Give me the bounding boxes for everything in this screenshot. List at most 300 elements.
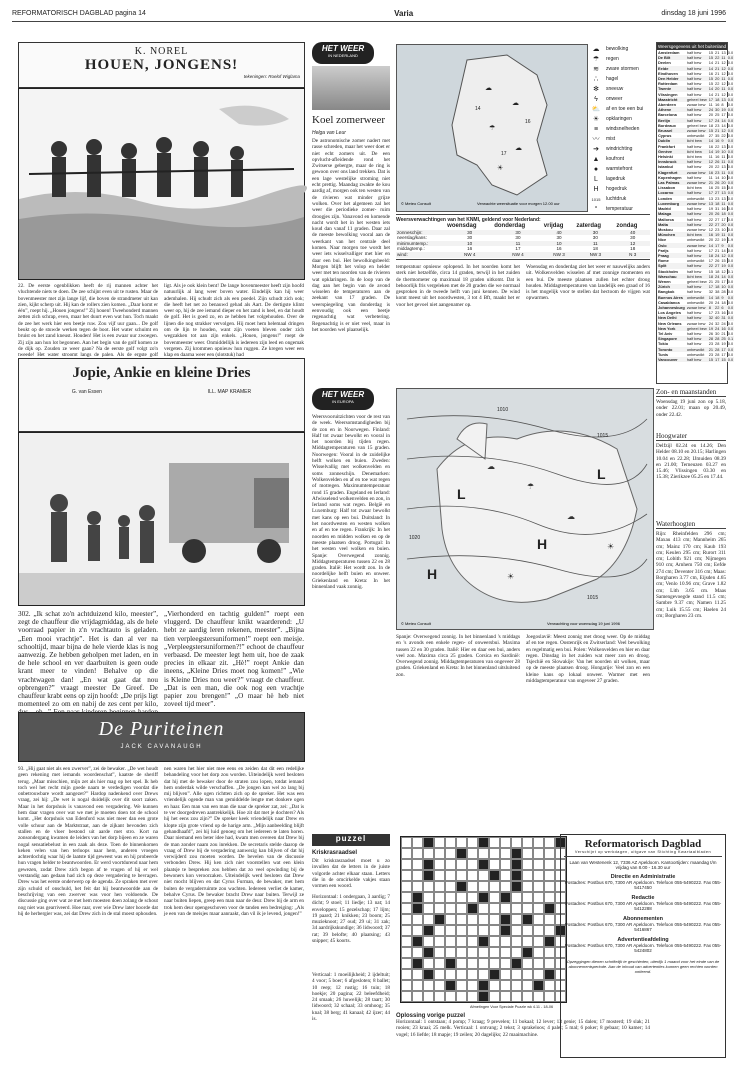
crossword-cell bbox=[456, 881, 467, 892]
header-rule bbox=[12, 21, 726, 22]
crossword-cell[interactable] bbox=[456, 980, 467, 991]
crossword-cell[interactable] bbox=[445, 903, 456, 914]
legend-label: koufront bbox=[606, 156, 625, 162]
crossword-cell bbox=[478, 936, 489, 947]
clear-icon: ☀ bbox=[592, 116, 600, 123]
crossword-cell[interactable] bbox=[401, 925, 412, 936]
legend-item bbox=[590, 94, 650, 104]
crossword-cell[interactable] bbox=[401, 859, 412, 870]
crossword-cell[interactable] bbox=[511, 969, 522, 980]
city-cell: zwaar bew bbox=[686, 102, 706, 108]
crossword-cell[interactable] bbox=[500, 903, 511, 914]
city-cell: 0.0 bbox=[727, 102, 734, 108]
crossword-cell[interactable] bbox=[511, 947, 522, 958]
city-cell: 23 bbox=[715, 169, 720, 175]
crossword-cell[interactable] bbox=[456, 859, 467, 870]
europe-map-art bbox=[397, 389, 653, 629]
crossword-cell[interactable] bbox=[500, 881, 511, 892]
city-cell: 27 bbox=[715, 221, 720, 227]
crossword-cell[interactable] bbox=[544, 837, 555, 848]
forecast-cell: 11 bbox=[493, 241, 543, 247]
city-cell: Cyprus bbox=[658, 133, 672, 139]
crossword-cell[interactable] bbox=[544, 848, 555, 859]
city-cell: 31 bbox=[715, 206, 720, 212]
crossword-cell[interactable] bbox=[533, 914, 544, 925]
crossword-cell[interactable] bbox=[445, 837, 456, 848]
city-cell: Wenen bbox=[658, 278, 671, 284]
city-cell: 12 bbox=[721, 60, 726, 66]
crossword-cell[interactable] bbox=[445, 936, 456, 947]
crossword-cell[interactable] bbox=[434, 881, 445, 892]
city-cell: New Orleans bbox=[658, 320, 682, 326]
crossword-cell[interactable] bbox=[500, 848, 511, 859]
crossword-cell[interactable] bbox=[500, 870, 511, 881]
crossword-cell[interactable] bbox=[401, 947, 412, 958]
crossword-cell[interactable] bbox=[467, 870, 478, 881]
crossword-cell[interactable] bbox=[533, 925, 544, 936]
city-cell: Twente bbox=[657, 86, 686, 91]
crossword-cell[interactable] bbox=[467, 925, 478, 936]
city-cell: 18 bbox=[708, 273, 714, 279]
city-cell: 14 bbox=[721, 117, 726, 123]
crossword-cell[interactable] bbox=[533, 991, 544, 1002]
city-cell: 17 bbox=[721, 216, 726, 222]
city-cell: half bew bbox=[686, 70, 702, 76]
legend-label: zware stormen bbox=[606, 66, 639, 72]
crossword-cell[interactable] bbox=[511, 991, 522, 1002]
crossword-cell[interactable] bbox=[467, 848, 478, 859]
city-cell: 20 bbox=[708, 299, 714, 305]
legend-item bbox=[590, 144, 650, 154]
svg-text:H: H bbox=[427, 566, 438, 582]
crossword-cell[interactable] bbox=[533, 947, 544, 958]
city-cell: Mallorca bbox=[658, 216, 674, 222]
sun-moon-text: Woensdag 19 juni zon op 5.18, onder 22.01; maan op 20.49, onder 22.42. bbox=[656, 399, 726, 418]
crossword-cell[interactable] bbox=[489, 903, 500, 914]
city-cell: half bew bbox=[686, 341, 702, 347]
crossword-cell bbox=[478, 980, 489, 991]
city-cell: 11 bbox=[708, 174, 713, 180]
city-cell: onbewolkt bbox=[686, 258, 705, 264]
crossword-cell[interactable] bbox=[478, 870, 489, 881]
crossword-cell[interactable] bbox=[533, 903, 544, 914]
legend-label: opklaringen bbox=[606, 116, 632, 122]
L-icon: L bbox=[594, 175, 598, 183]
crossword-cell[interactable] bbox=[467, 958, 478, 969]
crossword-cell[interactable] bbox=[478, 969, 489, 980]
forecast-day: woensdag bbox=[447, 223, 477, 229]
crossword-cell[interactable] bbox=[445, 947, 456, 958]
crossword-cell[interactable] bbox=[434, 947, 445, 958]
crossword-cell[interactable] bbox=[533, 870, 544, 881]
crossword-cell[interactable] bbox=[423, 848, 434, 859]
city-row bbox=[657, 138, 734, 143]
city-cell: 19 bbox=[721, 237, 726, 243]
city-cell: Singapore bbox=[657, 336, 686, 341]
city-cell: half bew bbox=[686, 211, 708, 216]
city-cell: Bordeaux bbox=[658, 122, 676, 128]
city-cell: Luxemburg bbox=[657, 201, 686, 206]
city-cell: onbewolkt bbox=[686, 299, 705, 305]
crossword-cell[interactable] bbox=[412, 881, 423, 892]
crossword-cell[interactable] bbox=[456, 969, 467, 980]
city-row bbox=[657, 86, 734, 91]
city-cell: 0.0 bbox=[727, 70, 734, 76]
tide-block bbox=[656, 432, 726, 516]
crossword-cell[interactable] bbox=[412, 870, 423, 881]
crossword-cell[interactable] bbox=[467, 914, 478, 925]
crossword-cell[interactable] bbox=[522, 892, 533, 903]
crossword-cell bbox=[478, 991, 489, 1002]
city-cell: 20 bbox=[708, 164, 714, 170]
crossword-cell[interactable] bbox=[500, 859, 511, 870]
crossword-cell[interactable] bbox=[489, 837, 500, 848]
crossword-cell[interactable] bbox=[522, 881, 533, 892]
crossword-cell[interactable] bbox=[467, 991, 478, 1002]
crossword-cell[interactable] bbox=[467, 859, 478, 870]
city-cell: 12 bbox=[708, 159, 714, 165]
crossword-cell[interactable] bbox=[401, 958, 412, 969]
crossword-cell[interactable] bbox=[500, 991, 511, 1002]
crossword-cell[interactable] bbox=[489, 914, 500, 925]
H-icon: H bbox=[593, 185, 599, 193]
svg-text:H: H bbox=[537, 536, 548, 552]
city-cell: Brussel bbox=[657, 128, 686, 133]
weather-text-col2: temperatuur opnieuw oplopend. In het noorden komt het sterk niet hetzelfde, circa 14 graden, terwijl in het zuiden de thermometer op maximaal 18 graden uitkomt. Dat is behoorlijk fris vergeleken met de 20 graden die we normaal gesproken in de tweede helft van juni kennen. De wind komt meest uit het noordwesten, 3 tot 4 Bft, maakt het er voor het gevoel niet aangenamer op. bbox=[396, 264, 520, 308]
crossword-cell[interactable] bbox=[434, 903, 445, 914]
crossword-cell[interactable] bbox=[423, 958, 434, 969]
crossword-cell[interactable] bbox=[456, 870, 467, 881]
crossword-cell[interactable] bbox=[456, 925, 467, 936]
crossword-cell[interactable] bbox=[401, 991, 412, 1002]
crossword-cell[interactable] bbox=[456, 958, 467, 969]
city-cell: 21 bbox=[715, 247, 720, 253]
crossword-cell[interactable] bbox=[401, 837, 412, 848]
city-cell: 0.0 bbox=[727, 221, 734, 227]
crossword-cell[interactable] bbox=[511, 837, 522, 848]
crossword-cell[interactable] bbox=[500, 837, 511, 848]
crossword-cell[interactable] bbox=[456, 936, 467, 947]
crossword-cell[interactable] bbox=[401, 881, 412, 892]
crossword-cell[interactable] bbox=[533, 969, 544, 980]
crossword-cell[interactable] bbox=[489, 848, 500, 859]
crossword-cell[interactable] bbox=[478, 914, 489, 925]
city-cell: zwaar bew bbox=[686, 170, 708, 175]
comic2-text-col1: 302. „Ik schat zo'n achtduizend kilo, meester”, zegt de chauffeur die vrijdagmiddag, als de hele voorraad papier in z'n vrachtauto is geladen. „Een mooi vrachtje”. Het is dan al ver na schooltijd, maar bijna de hele vierde klas is nog aanwezig. Ze hebben geholpen met laden, en in de hele school en ver daarbuiten is geen oude krant meer te vinden! Behalve op die vrachtwagen dan! „En wat gaat dat nou opbrengen?” vraagt meester De Greef. De chauffeur krabt eens op zijn hoofd: „De prijs ligt momenteel zo om en nabij de zes cent per kilo, bbox=[18, 610, 158, 709]
crossword-cell[interactable] bbox=[533, 881, 544, 892]
crossword-cell[interactable] bbox=[456, 837, 467, 848]
crossword-cell[interactable] bbox=[434, 958, 445, 969]
crossword-cell[interactable] bbox=[401, 936, 412, 947]
crossword-cell[interactable] bbox=[423, 936, 434, 947]
crossword-cell[interactable] bbox=[401, 848, 412, 859]
crossword-cell[interactable] bbox=[500, 969, 511, 980]
crossword-cell[interactable] bbox=[434, 837, 445, 848]
crossword-cell[interactable] bbox=[522, 991, 533, 1002]
crossword-cell[interactable] bbox=[434, 859, 445, 870]
crossword-cell[interactable] bbox=[544, 925, 555, 936]
crossword-cell[interactable] bbox=[412, 837, 423, 848]
city-cell: 9 bbox=[720, 243, 726, 248]
crossword-cell[interactable] bbox=[500, 980, 511, 991]
comic1-art bbox=[19, 89, 304, 279]
city-cell: 14 bbox=[708, 242, 714, 248]
city-cell: 24 bbox=[715, 252, 720, 258]
crossword-cell[interactable] bbox=[489, 991, 500, 1002]
city-cell: half bew bbox=[686, 206, 702, 212]
crossword-cell[interactable] bbox=[423, 881, 434, 892]
city-cell: 0.0 bbox=[727, 258, 734, 264]
city-cell: licht bew bbox=[686, 138, 708, 143]
city-cell: 20 bbox=[708, 112, 714, 118]
crossword-cell bbox=[500, 892, 511, 903]
city-cell: 14 bbox=[708, 60, 714, 66]
water-text: Rijn: Rheinfelden 296 cm; Maxau 413 cm; Mannheim 265 cm; Mainz 170 cm; Kaub 193 cm; Keulen 295 cm; Rurort 311 cm; Lobith 921 cm; Nijmegen 910 cm; Arnhem 750 cm; Eefde 274 cm; Deventer 316 cm; Maas: Borgharen 3.77 cm, Eijsden 4.65 cm; Venlo 10.96 cm; Grave 1.82 cm; Lith 3.65 cm. Maas Samengevoegde stand 11.5 cm; Sambre 9.37 cm; Namen 11.25 cm; Luik 15.55 cm; Haelen 24 cm; Borgharen 23 cm. bbox=[656, 531, 726, 619]
crossword-cell[interactable] bbox=[456, 903, 467, 914]
crossword-cell[interactable] bbox=[489, 958, 500, 969]
crossword-cell[interactable] bbox=[511, 914, 522, 925]
city-cell: 0.0 bbox=[727, 128, 734, 134]
crossword-cell[interactable] bbox=[412, 859, 423, 870]
city-table bbox=[657, 50, 734, 362]
city-cell: Malaga bbox=[657, 211, 686, 216]
city-cell: Frankfurt bbox=[658, 143, 676, 149]
city-cell: 27 bbox=[715, 190, 720, 196]
puzzle-header bbox=[312, 834, 390, 846]
crossword-cell[interactable] bbox=[401, 870, 412, 881]
city-cell: 17 bbox=[721, 112, 726, 118]
city-cell: 0.0 bbox=[727, 325, 734, 331]
crossword-cell[interactable] bbox=[522, 870, 533, 881]
city-cell: 19 bbox=[715, 232, 720, 238]
crossword-cell[interactable] bbox=[423, 914, 434, 925]
city-cell: 25 bbox=[715, 185, 720, 191]
forecast-cell: NW 4 bbox=[493, 252, 543, 258]
crossword-cell[interactable] bbox=[522, 980, 533, 991]
crossword-cell[interactable] bbox=[467, 969, 478, 980]
city-cell: 14 bbox=[721, 273, 726, 279]
forecast-cell: 30 bbox=[592, 235, 598, 241]
city-cell: 15 bbox=[708, 128, 714, 134]
crossword-cell[interactable] bbox=[522, 903, 533, 914]
crossword-cell[interactable] bbox=[522, 925, 533, 936]
crossword-cell[interactable] bbox=[434, 980, 445, 991]
crossword-cell[interactable] bbox=[500, 947, 511, 958]
tide-title: Hoogwater bbox=[656, 432, 726, 441]
crossword-cell[interactable] bbox=[489, 925, 500, 936]
crossword-cell[interactable] bbox=[478, 881, 489, 892]
crossword-cell[interactable] bbox=[467, 881, 478, 892]
crossword-cell[interactable] bbox=[412, 925, 423, 936]
crossword-cell[interactable] bbox=[544, 870, 555, 881]
nl-forecast-title: Weersverwachtingen van het KNMI, geldend voor Nederland: bbox=[396, 217, 541, 223]
crossword-cell[interactable] bbox=[544, 859, 555, 870]
svg-text:☂: ☂ bbox=[527, 482, 535, 491]
crossword-cell[interactable] bbox=[456, 892, 467, 903]
city-cell: 22 bbox=[708, 221, 714, 227]
crossword-cell[interactable] bbox=[544, 980, 555, 991]
crossword-cell bbox=[478, 837, 489, 848]
city-cell: 0.0 bbox=[727, 164, 734, 170]
crossword-cell[interactable] bbox=[500, 958, 511, 969]
crossword-cell[interactable] bbox=[401, 892, 412, 903]
rain-icon: ☂ bbox=[592, 56, 600, 63]
city-cell: 17 bbox=[708, 310, 714, 316]
crossword-cell[interactable] bbox=[478, 848, 489, 859]
crossword-cell[interactable] bbox=[467, 892, 478, 903]
city-cell: licht bew bbox=[686, 185, 702, 191]
crossword-cell[interactable] bbox=[544, 958, 555, 969]
crossword-cell[interactable] bbox=[456, 947, 467, 958]
crossword-cell[interactable] bbox=[445, 892, 456, 903]
city-cell: Vlissingen bbox=[658, 91, 678, 97]
crossword-cell[interactable] bbox=[489, 936, 500, 947]
crossword-cell[interactable] bbox=[445, 914, 456, 925]
legend-item bbox=[590, 64, 650, 74]
crossword-cell[interactable] bbox=[467, 947, 478, 958]
crossword-cell[interactable] bbox=[544, 914, 555, 925]
crossword-cell[interactable] bbox=[423, 892, 434, 903]
city-cell: 21 bbox=[708, 278, 714, 284]
crossword-cell[interactable] bbox=[412, 914, 423, 925]
legend-label: windsnelheden bbox=[606, 126, 640, 132]
city-cell: Dublin bbox=[657, 138, 686, 143]
crossword-cell[interactable] bbox=[500, 936, 511, 947]
city-cell: geheel bew bbox=[686, 96, 707, 102]
crossword-cell[interactable] bbox=[522, 848, 533, 859]
europe-map bbox=[396, 388, 654, 630]
forecast-cell: 30 bbox=[446, 230, 493, 236]
crossword-cell[interactable] bbox=[412, 980, 423, 991]
crossword-cell[interactable] bbox=[544, 881, 555, 892]
crossword-cell[interactable] bbox=[467, 837, 478, 848]
svg-text:☀: ☀ bbox=[497, 165, 504, 172]
crossword-cell[interactable] bbox=[489, 947, 500, 958]
city-cell: Rome bbox=[658, 258, 669, 264]
city-cell: 0.0 bbox=[727, 341, 734, 347]
crossword-cell[interactable] bbox=[511, 936, 522, 947]
crossword-cell[interactable] bbox=[434, 848, 445, 859]
crossword-cell[interactable] bbox=[533, 958, 544, 969]
crossword-cell[interactable] bbox=[533, 936, 544, 947]
crossword-cell[interactable] bbox=[522, 958, 533, 969]
crossword-cell[interactable] bbox=[434, 925, 445, 936]
crossword-cell[interactable] bbox=[478, 925, 489, 936]
crossword-cell[interactable] bbox=[489, 881, 500, 892]
crossword-cell[interactable] bbox=[533, 892, 544, 903]
legend-label: hagel bbox=[606, 76, 619, 82]
crossword-cell[interactable] bbox=[467, 936, 478, 947]
crossword-cell[interactable] bbox=[478, 903, 489, 914]
crossword-cell[interactable] bbox=[489, 859, 500, 870]
crossword-cell[interactable] bbox=[445, 870, 456, 881]
crossword-cell[interactable] bbox=[445, 969, 456, 980]
europe-text: Weersvooruitzichten voor de rest van de week. Weersomstandigheden bij de zon en in Noorwegen. Finland: Half tot zwaar bewolkt en vooral in het noorden bij tijden regen. Middagtemperaturen van 15 graden. Noorwegen: Vooral in de zuidelijke helft wolken en buien. Zweden: Wisselvallig met wolkenvelden en soms zonneschijn. Denemarken: Wolkenvelden en af en toe wat regen of motregen. Maximumtemperatuur rond 15 graden. Engeland en Ierland: Afwisselend wolkenvelden en zon, in Ierland soms wat regen. België en Luxemburg: Half tot zwaar bewolkt met kans op een bui. Duitsland: In het noordwesten en westen wolken en af en toe regen. Frankrijk: In het noorden en midden wolken en op de meeste plaatsen droog. Portugal: In het westen veel wolken en buien. Spanje: Overwegend zonnig. Middagtemperaturen tussen 22 en 28 graden. Italië: Het wordt zon. In de noordelijke helft buien en onweer. Griekenland en Kreta: In het binnenland vaak zonnig. bbox=[312, 414, 390, 591]
city-cell: 0.0 bbox=[727, 315, 734, 321]
city-cell: 13 bbox=[721, 50, 726, 55]
crossword-cell[interactable] bbox=[401, 980, 412, 991]
legend-item bbox=[590, 114, 650, 124]
city-cell: 0.0 bbox=[727, 242, 734, 248]
crossword-cell[interactable] bbox=[434, 991, 445, 1002]
crossword-cell[interactable] bbox=[445, 848, 456, 859]
city-cell: 0.0 bbox=[727, 60, 734, 66]
crossword-cell[interactable] bbox=[489, 892, 500, 903]
crossword-cell[interactable] bbox=[423, 991, 434, 1002]
crossword-cell[interactable] bbox=[511, 925, 522, 936]
city-row bbox=[657, 289, 734, 294]
city-cell: licht bew bbox=[686, 154, 702, 160]
crossword-cell[interactable] bbox=[434, 892, 445, 903]
crossword-cell[interactable] bbox=[401, 914, 412, 925]
city-cell: 17 bbox=[721, 346, 726, 352]
crossword-cell[interactable] bbox=[456, 914, 467, 925]
crossword-cell[interactable] bbox=[412, 991, 423, 1002]
crossword-cell[interactable] bbox=[445, 991, 456, 1002]
city-cell: 0.1 bbox=[727, 268, 734, 274]
crossword-cell[interactable] bbox=[511, 980, 522, 991]
crossword-cell[interactable] bbox=[533, 848, 544, 859]
legend-item bbox=[590, 184, 650, 194]
city-cell: 22 bbox=[708, 216, 714, 222]
crossword-cell[interactable] bbox=[522, 859, 533, 870]
crossword-cell[interactable] bbox=[533, 837, 544, 848]
crossword-cell[interactable] bbox=[544, 947, 555, 958]
crossword-cell[interactable] bbox=[544, 991, 555, 1002]
city-cell: 0.0 bbox=[727, 289, 734, 295]
crossword-cell[interactable] bbox=[423, 980, 434, 991]
city-row bbox=[657, 164, 734, 169]
crossword-cell[interactable] bbox=[522, 969, 533, 980]
crossword-grid[interactable] bbox=[400, 836, 567, 1003]
city-cell: 0.0 bbox=[727, 226, 734, 232]
crossword-cell[interactable] bbox=[533, 859, 544, 870]
crossword-cell[interactable] bbox=[434, 870, 445, 881]
crossword-cell[interactable] bbox=[478, 958, 489, 969]
crossword-cell[interactable] bbox=[434, 936, 445, 947]
crossword-cell[interactable] bbox=[434, 969, 445, 980]
crossword-cell[interactable] bbox=[401, 903, 412, 914]
crossword-cell bbox=[533, 980, 544, 991]
crossword-cell[interactable] bbox=[412, 848, 423, 859]
crossword-cell[interactable] bbox=[445, 925, 456, 936]
nl-map bbox=[396, 44, 588, 212]
crossword-cell[interactable] bbox=[544, 892, 555, 903]
sun-moon-block bbox=[656, 388, 726, 428]
city-cell: 22 bbox=[715, 237, 720, 243]
crossword-cell[interactable] bbox=[445, 859, 456, 870]
crossword-cell[interactable] bbox=[511, 892, 522, 903]
city-cell: 19 bbox=[721, 341, 726, 347]
svg-text:☁: ☁ bbox=[567, 512, 575, 521]
city-cell: half bew bbox=[686, 357, 708, 362]
crossword-cell[interactable] bbox=[489, 980, 500, 991]
city-cell: 26 bbox=[715, 159, 720, 165]
crossword-cell[interactable] bbox=[423, 903, 434, 914]
crossword-cell[interactable] bbox=[467, 980, 478, 991]
nl-forecast bbox=[396, 214, 650, 260]
crossword-cell[interactable] bbox=[445, 881, 456, 892]
crossword-cell[interactable] bbox=[522, 936, 533, 947]
crossword-cell[interactable] bbox=[511, 903, 522, 914]
crossword-cell[interactable] bbox=[412, 947, 423, 958]
crossword-cell[interactable] bbox=[522, 837, 533, 848]
city-cell: 32 bbox=[715, 320, 720, 326]
crossword-cell[interactable] bbox=[456, 991, 467, 1002]
crossword-cell[interactable] bbox=[401, 969, 412, 980]
crossword-cell[interactable] bbox=[412, 969, 423, 980]
crossword-cell[interactable] bbox=[478, 947, 489, 958]
